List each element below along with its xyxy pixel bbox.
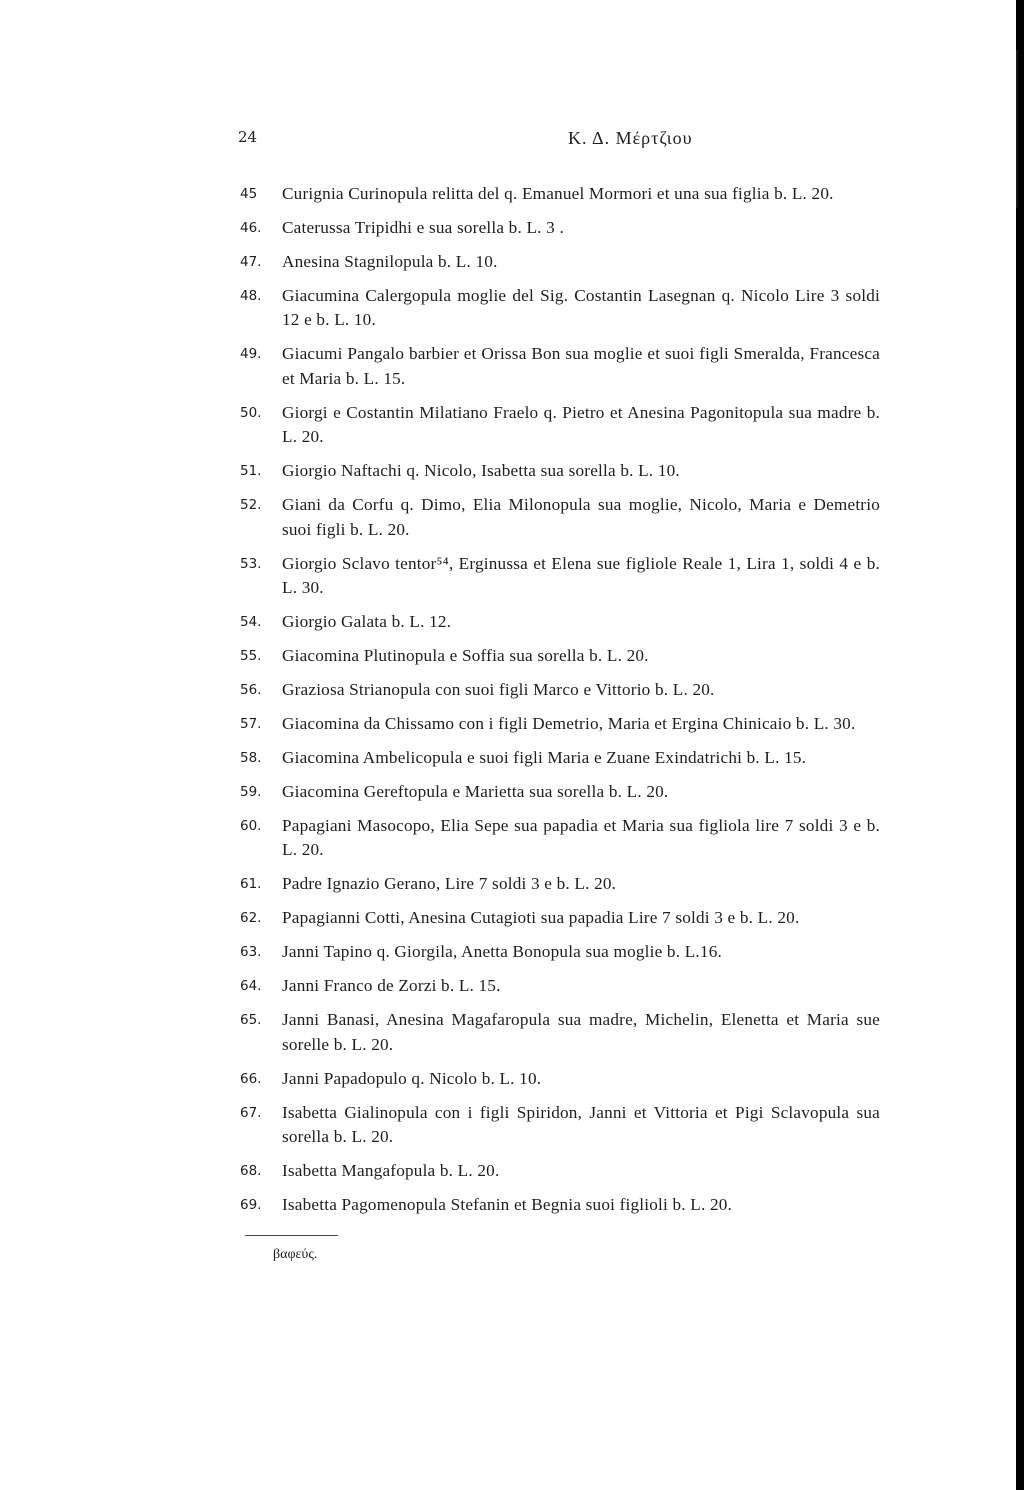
scan-edge-line <box>1016 50 1018 208</box>
entry-text: Giacomina da Chissamo con i figli Demetrio, Maria et Ergina Chinicaio b. L. 30. <box>282 714 856 734</box>
entry-text: Janni Banasi, Anesina Magafaropula sua madre, Michelin, Elenetta et Maria sue sorelle b. L. 20. <box>282 1010 880 1054</box>
entry-text: Anesina Stagnilopula b. L. 10. <box>282 252 498 271</box>
entry-list <box>240 182 880 1227</box>
entry-text: Papagiani Masocopo, Elia Sepe sua papadia et Maria sua figliola lire 7 soldi 3 e b. L. 20. <box>282 816 880 860</box>
footer-word: βαφεύς. <box>273 1247 318 1262</box>
list-item <box>240 493 880 542</box>
entry-text: Caterussa Tripidhi e sua sorella b. L. 3 . <box>282 218 564 237</box>
entry-number: 67. <box>240 1104 262 1121</box>
entry-text: Janni Tapino q. Giorgila, Anetta Bonopula sua moglie b. L.16. <box>282 942 722 962</box>
list-item <box>240 780 880 804</box>
list-item <box>240 459 880 483</box>
list-item <box>240 182 880 206</box>
entry-number: 63. <box>240 944 262 961</box>
entry-number: 61. <box>240 876 262 893</box>
list-item <box>240 678 880 702</box>
list-item <box>240 1101 880 1150</box>
list-item <box>240 644 880 668</box>
entry-text: Isabetta Pagomenopula Stefanin et Begnia suoi figlioli b. L. 20. <box>282 1195 733 1215</box>
list-item <box>240 712 880 736</box>
entry-number: 66. <box>240 1070 262 1087</box>
entry-text: Giacomina Plutinopula e Soffia sua sorella b. L. 20. <box>282 646 649 666</box>
list-item <box>240 250 880 274</box>
footer-divider <box>245 1235 338 1236</box>
entry-text: Giorgio Sclavo tentor⁵⁴, Erginussa et Elena sue figliole Reale 1, Lira 1, soldi 4 e b. L. 30. <box>282 553 880 598</box>
entry-text: Papagianni Cotti, Anesina Cutagioti sua papadia Lire 7 soldi 3 e b. L. 20. <box>282 908 800 928</box>
entry-text: Isabetta Mangafopula b. L. 20. <box>282 1161 500 1181</box>
list-item <box>240 746 880 770</box>
list-item <box>240 906 880 930</box>
list-item <box>240 1159 880 1183</box>
list-item <box>240 940 880 964</box>
entry-text: Janni Franco de Zorzi b. L. 15. <box>282 976 501 996</box>
entry-number: 57. <box>240 716 262 733</box>
entry-number: 64. <box>240 978 262 995</box>
entry-text: Giorgio Naftachi q. Nicolo, Isabetta sua sorella b. L. 10. <box>282 461 680 481</box>
entry-number: 53. <box>240 555 262 572</box>
list-item <box>240 610 880 634</box>
entry-number: 46. <box>240 220 262 236</box>
list-item <box>240 872 880 896</box>
list-item <box>240 552 880 601</box>
entry-text: Giacomina Gereftopula e Marietta sua sorella b. L. 20. <box>282 782 669 802</box>
entry-text: Giani da Corfu q. Dimo, Elia Milonopula sua moglie, Nicolo, Maria e Demetrio suoi figli b. L. 20. <box>282 495 880 539</box>
entry-number: 52. <box>240 497 262 514</box>
entry-number: 58. <box>240 750 262 767</box>
list-item <box>240 974 880 998</box>
entry-number: 55. <box>240 648 262 665</box>
entry-text: Isabetta Gialinopula con i figli Spiridon, Janni et Vittoria et Pigi Sclavopula sua sorella b. L. 20. <box>282 1102 880 1147</box>
list-item <box>240 814 880 863</box>
list-item <box>240 1067 880 1091</box>
list-item <box>240 1008 880 1057</box>
entry-number: 65. <box>240 1012 262 1029</box>
entry-number: 45 <box>240 186 258 202</box>
entry-text: Giorgio Galata b. L. 12. <box>282 612 452 632</box>
entry-text: Giacumina Calergopula moglie del Sig. Costantin Lasegnan q. Nicolo Lire 3 soldi 12 e b. L. 10. <box>282 286 880 330</box>
entry-text: Giacumi Pangalo barbier et Orissa Bon sua moglie et suoi figli Smeralda, Francesca et Maria b. L. 15. <box>282 344 880 388</box>
page-number: 24 <box>238 128 258 146</box>
entry-number: 69. <box>240 1197 262 1214</box>
entry-number: 54. <box>240 614 262 631</box>
entry-number: 56. <box>240 682 262 699</box>
entry-number: 68. <box>240 1163 262 1180</box>
entry-number: 59. <box>240 784 262 801</box>
entry-text: Giorgi e Costantin Milatiano Fraelo q. Pietro et Anesina Pagonitopula sua madre b. L. 20. <box>282 402 880 447</box>
entry-text: Padre Ignazio Gerano, Lire 7 soldi 3 e b. L. 20. <box>282 874 617 894</box>
entry-number: 50. <box>240 404 262 421</box>
entry-text: Janni Papadopulo q. Nicolo b. L. 10. <box>282 1068 542 1088</box>
list-item <box>240 216 880 240</box>
entry-number: 49. <box>240 346 262 363</box>
page-header <box>0 128 1016 158</box>
entry-number: 62. <box>240 910 262 927</box>
entry-number: 51. <box>240 463 262 480</box>
entry-text: Graziosa Strianopula con suoi figli Marco e Vittorio b. L. 20. <box>282 680 715 700</box>
entry-text: Giacomina Ambelicopula e suoi figli Maria e Zuane Exindatrichi b. L. 15. <box>282 748 807 768</box>
list-item <box>240 1193 880 1217</box>
entry-number: 47. <box>240 254 262 270</box>
entry-text: Curignia Curinopula relitta del q. Emanuel Mormori et una sua figlia b. L. 20. <box>282 184 834 203</box>
entry-number: 48. <box>240 288 262 304</box>
running-head: Κ. Δ. Μέρτζιου <box>568 128 693 148</box>
entry-number: 60. <box>240 818 262 835</box>
list-item <box>240 342 880 391</box>
list-item <box>240 284 880 333</box>
list-item <box>240 401 880 450</box>
